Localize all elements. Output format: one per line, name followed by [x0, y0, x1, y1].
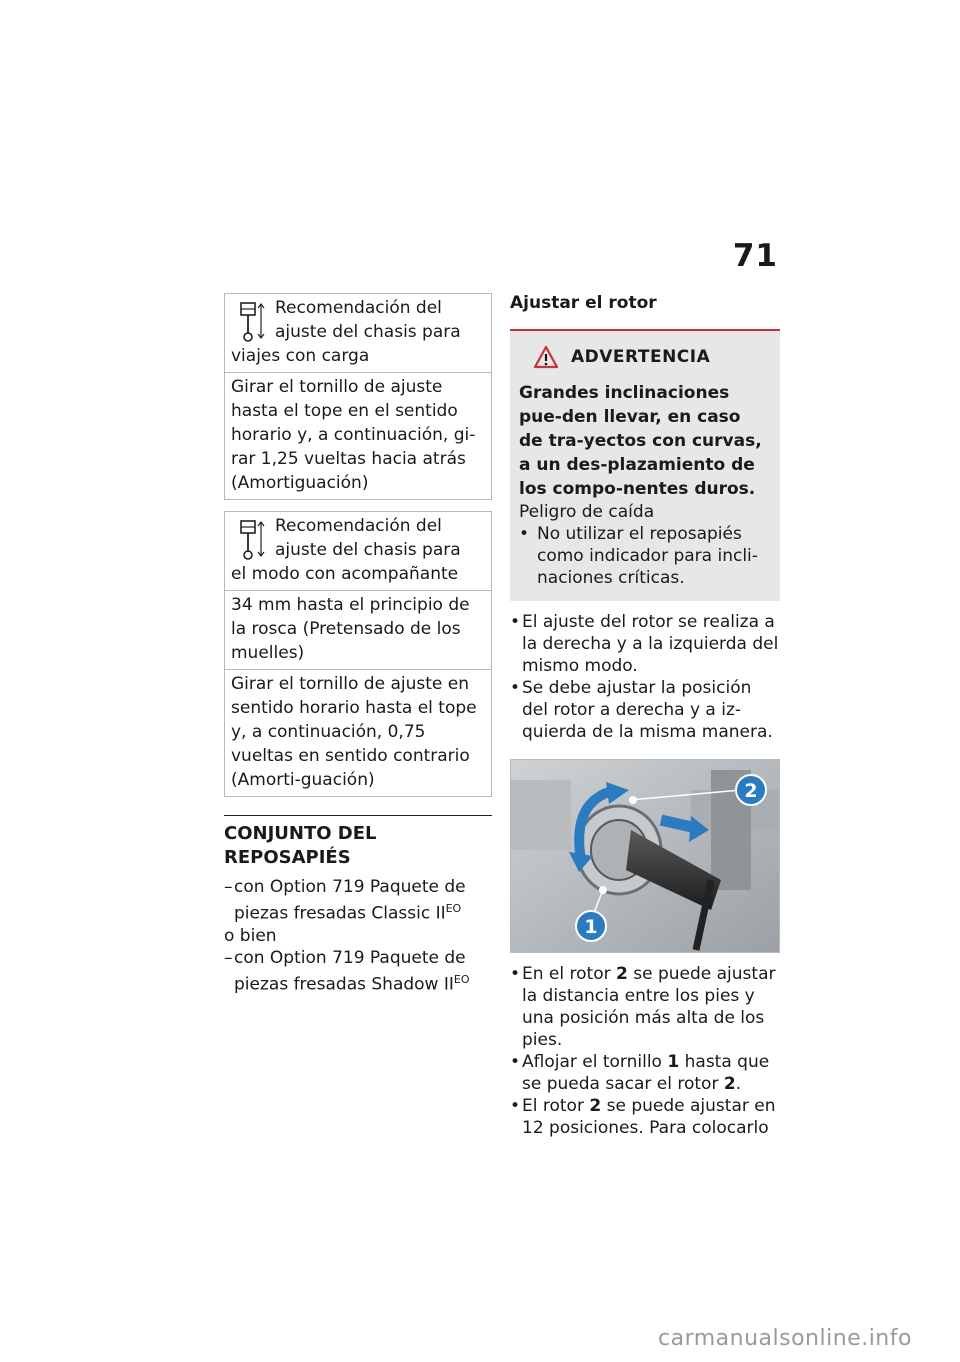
option-line: –con Option 719 Paquete de [224, 877, 466, 897]
preload-instruction: 34 mm hasta el principio de la rosca (Pretensado de los muelles) [224, 590, 492, 669]
list-item: • Aflojar el tornillo 1 hasta que se pueda sacar el rotor 2. [510, 1052, 770, 1094]
warning-bullet-cont: como indicador para incli- [537, 546, 758, 566]
page-number: 71 [732, 238, 778, 274]
warning-danger: Peligro de caída [519, 502, 655, 522]
damping-instruction: Girar el tornillo de ajuste en sentido horario hasta el tope y, a continuación, 0,75 vueltas en sentido contrario (Amorti-guación) [224, 669, 492, 797]
warning-description: Grandes inclinaciones pue-den llevar, en caso de tra-yectos con curvas, a un des-plazamiento de los compo-nentes duros. [519, 383, 762, 499]
chassis-table-passenger [224, 511, 492, 797]
bullet-list [510, 963, 780, 1139]
subsection-title: Ajustar el rotor [510, 293, 657, 313]
right-column [510, 293, 780, 1139]
section-title: CONJUNTO DEL REPOSAPIÉS [224, 815, 492, 870]
list-item: • En el rotor 2 se puede ajustar la distancia entre los pies y una posición más alta de los pies. [510, 964, 776, 1050]
watermark-link[interactable]: carmanualsonline.info [658, 1326, 912, 1351]
svg-text:2: 2 [744, 780, 758, 802]
svg-text:1: 1 [584, 916, 598, 938]
warning-triangle-icon [533, 345, 559, 369]
recommendation-header: Recomendación del ajuste del chasis para viajes con carga [224, 293, 492, 372]
left-column [224, 293, 492, 995]
footrest-rotor-photo [510, 759, 780, 953]
list-item: • El ajuste del rotor se realiza a la derecha y a la izquierda del mismo modo. [510, 612, 779, 676]
list-item: • Se debe ajustar la posición del rotor a derecha y a iz- quierda de la misma manera. [510, 678, 773, 742]
shock-absorber-icon [231, 518, 271, 562]
warning-bullet: • No utilizar el reposapiés [519, 524, 742, 544]
list-item: • El rotor 2 se puede ajustar en 12 posiciones. Para colocarlo [510, 1096, 776, 1138]
callout-2 [736, 775, 766, 805]
option-line-cont: piezas fresadas Shadow $II^{EO}$ [234, 972, 470, 995]
warning-box [510, 331, 780, 601]
warning-header: ADVERTENCIA [533, 345, 770, 369]
option-line: –con Option 719 Paquete de [224, 947, 466, 968]
shock-absorber-icon [231, 300, 271, 344]
option-line-cont: piezas fresadas Classic $II^{EO}$ [234, 902, 462, 924]
recommendation-header: Recomendación del ajuste del chasis para el modo con acompañante [224, 511, 492, 590]
or-text: o bien [224, 925, 277, 946]
damping-instruction: Girar el tornillo de ajuste hasta el tope en el sentido horario y, a continuación, gi-rar 1,25 vueltas hacia atrás (Amortiguación) [224, 372, 492, 500]
callout-1 [576, 911, 606, 941]
warning-bullet-cont: naciones críticas. [537, 568, 685, 588]
chassis-table-load [224, 293, 492, 500]
bullet-list [510, 611, 780, 743]
